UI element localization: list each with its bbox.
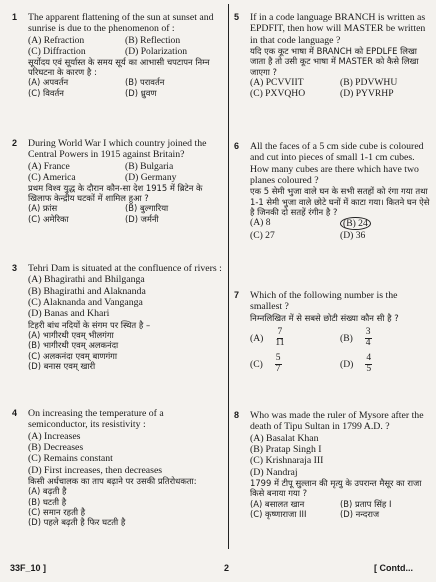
- option[interactable]: [250, 328, 340, 349]
- option[interactable]: (A) Refraction: [28, 34, 85, 46]
- option[interactable]: (B) Bulgaria: [125, 160, 174, 172]
- fraction: [275, 354, 282, 375]
- option[interactable]: (A) अपवर्तन: [28, 77, 69, 88]
- question-text-hi: प्रथम विश्व युद्ध के दौरान कौन-सा देश 1915 में ब्रिटेन के खिलाफ केन्द्रीय घटकों में शामिल हुआ ?: [28, 182, 203, 204]
- question-text-en: Who was made the ruler of Mysore after the death of Tipu Sultan in 1799 A.D. ?: [250, 410, 424, 433]
- option[interactable]: (A) बसालत खान: [250, 498, 305, 509]
- numerator: 7: [277, 326, 283, 337]
- question-text-en: Which of the following number is the smallest ?: [250, 290, 398, 313]
- option[interactable]: (C) Remains constant: [28, 453, 113, 465]
- question-text-en: If in a code language BRANCH is written as EPDFIT, then how will MASTER be written in that code language ?: [250, 12, 426, 46]
- question-number: 8: [234, 410, 240, 420]
- question-5: [234, 12, 430, 99]
- question-text-hi: निम्नलिखित में से सबसे छोटी संख्या कौन सी है ?: [250, 312, 399, 323]
- option[interactable]: (D) Polarization: [125, 45, 188, 57]
- question-2: [12, 138, 222, 224]
- question-text-hi: यदि एक कूट भाषा में BRANCH को EPDLFE लिखा जाता है तो उसी कूट भाषा में MASTER को कैसे लिखा जाएगा ?: [250, 46, 419, 77]
- fraction: [365, 328, 372, 349]
- question-8: [234, 410, 430, 519]
- option[interactable]: (D) Nandraj: [250, 466, 298, 478]
- option[interactable]: (D) Banas and Khari: [28, 308, 110, 320]
- option-label: (B): [340, 332, 353, 344]
- option[interactable]: (B) Reflection: [125, 34, 181, 46]
- option[interactable]: (D) 36: [340, 230, 366, 242]
- question-6: [234, 141, 430, 241]
- question-text-en: Tehri Dam is situated at the confluence of rivers :: [28, 263, 222, 274]
- option[interactable]: (C) Krishnaraja III: [250, 455, 324, 467]
- denominator: 5: [366, 363, 372, 374]
- column-divider: [228, 4, 229, 549]
- option[interactable]: (B) प्रताप सिंह I: [340, 498, 392, 509]
- option[interactable]: (B) बुल्गारिया: [125, 203, 169, 214]
- option[interactable]: (D) बनास एवम् खारी: [28, 360, 96, 371]
- option[interactable]: (A) बढ़ती है: [28, 486, 67, 497]
- option[interactable]: (C) Diffraction: [28, 45, 86, 57]
- option[interactable]: (A) PCVVIIT: [250, 76, 304, 88]
- selected-answer-mark: (B) 24: [340, 217, 371, 230]
- option[interactable]: (D) First increases, then decreases: [28, 464, 163, 476]
- option[interactable]: (B) परावर्तन: [125, 77, 165, 88]
- question-number: 5: [234, 12, 240, 22]
- question-number: 3: [12, 263, 18, 273]
- denominator: 7: [275, 363, 281, 374]
- option[interactable]: (C) अमेरिका: [28, 213, 69, 224]
- option[interactable]: (C) PXVQHO: [250, 87, 306, 99]
- option[interactable]: (A) France: [28, 160, 70, 172]
- option[interactable]: (A) 8: [250, 217, 271, 229]
- fraction: [365, 354, 372, 375]
- option[interactable]: (C) America: [28, 171, 76, 183]
- option[interactable]: (A) Bhagirathi and Bhilganga: [28, 274, 145, 286]
- page-number: 2: [224, 563, 230, 573]
- question-text-en: During World War I which country joined the Central Powers in 1915 against Britain?: [28, 138, 207, 161]
- option[interactable]: (A) Basalat Khan: [250, 432, 319, 444]
- option[interactable]: (B) Decreases: [28, 442, 84, 454]
- question-text-hi: एक 5 सेमी भुजा वाले घन के सभी सतहों को रंगा गया तथा 1-1 सेमी भुजा वाले छोटे घनों में काटा गया। कितने घन ऐसे है जिनकी दो सतहें रंगीन है ?: [250, 186, 430, 217]
- numerator: 4: [366, 352, 372, 363]
- question-text-en: All the faces of a 5 cm side cube is coloured and cut into pieces of small 1-1 cm cubes. How many cubes are there which have two planes coloured ?: [250, 141, 424, 187]
- option-label: (A): [250, 332, 264, 344]
- option[interactable]: (A) फ्रांस: [28, 203, 58, 214]
- question-text-en: The apparent flattening of the sun at sunset and sunrise is due to the phenomenon of :: [28, 12, 214, 35]
- option[interactable]: (B) भागीरथी एवम् अलकनंदा: [28, 340, 119, 351]
- option[interactable]: (C) कृष्णाराजा III: [250, 508, 307, 519]
- option[interactable]: (C) 27: [250, 230, 275, 242]
- question-text-hi: किसी अर्धचालक का ताप बढ़ाने पर उसकी प्रतिरोधकता:: [28, 476, 197, 487]
- option[interactable]: (D) Germany: [125, 171, 177, 183]
- option[interactable]: [340, 354, 430, 375]
- question-number: 2: [12, 138, 18, 148]
- paper-code: 33F_10 ]: [10, 563, 47, 573]
- option[interactable]: (B) PDVWHU: [340, 76, 398, 88]
- option[interactable]: (C) समान रहती है: [28, 506, 86, 517]
- question-text-hi: टिहरी बांध नदियों के संगम पर स्थित है –: [28, 319, 151, 330]
- question-text-en: On increasing the temperature of a semiconductor, its resistivity :: [28, 408, 164, 431]
- question-3: [12, 263, 222, 371]
- denominator: 4: [365, 337, 371, 348]
- question-number: 6: [234, 141, 240, 151]
- option[interactable]: (B) घटती है: [28, 496, 67, 507]
- option[interactable]: (A) भागीरथी एवम् भीलगंगा: [28, 330, 114, 341]
- continued-label: [ Contd...: [374, 563, 413, 573]
- option[interactable]: (D) जर्मनी: [125, 213, 159, 224]
- option[interactable]: (D) PYVRHP: [340, 87, 394, 99]
- question-number: 4: [12, 408, 18, 418]
- option[interactable]: (D) नन्दराज: [340, 508, 380, 519]
- option[interactable]: (D) पहले बढ़ती है फिर घटती है: [28, 517, 126, 528]
- option[interactable]: [340, 217, 430, 230]
- option[interactable]: (C) विवर्तन: [28, 87, 64, 98]
- option[interactable]: [340, 328, 430, 349]
- option-label: (D): [340, 358, 354, 370]
- option[interactable]: [250, 354, 340, 375]
- question-1: [12, 12, 222, 98]
- question-text-hi: 1799 में टीपू सुल्तान की मृत्यु के उपरान्त मैसूर का राजा किसे बनाया गया ?: [250, 478, 422, 499]
- question-number: 7: [234, 290, 240, 300]
- option[interactable]: (B) Bhagirathi and Alaknanda: [28, 285, 146, 297]
- numerator: 5: [275, 352, 281, 363]
- question-7: [234, 290, 430, 380]
- option[interactable]: (D) ध्रुवण: [125, 87, 157, 98]
- option[interactable]: (C) अलकनंदा एवम् बाणगंगा: [28, 350, 118, 361]
- fraction: [275, 328, 284, 349]
- option[interactable]: (C) Alaknanda and Vanganga: [28, 297, 143, 309]
- numerator: 3: [365, 326, 371, 337]
- option[interactable]: (B) Pratap Singh I: [250, 444, 322, 456]
- option[interactable]: (A) Increases: [28, 430, 81, 442]
- question-number: 1: [12, 12, 18, 22]
- question-4: [12, 408, 222, 527]
- option-label: (C): [250, 358, 263, 370]
- denominator: 11: [275, 337, 285, 348]
- question-text-hi: सूर्योदय एवं सूर्यास्त के समय सूर्य का आभासी चपटापन निम्न परिघटना के कारण है :: [28, 56, 210, 78]
